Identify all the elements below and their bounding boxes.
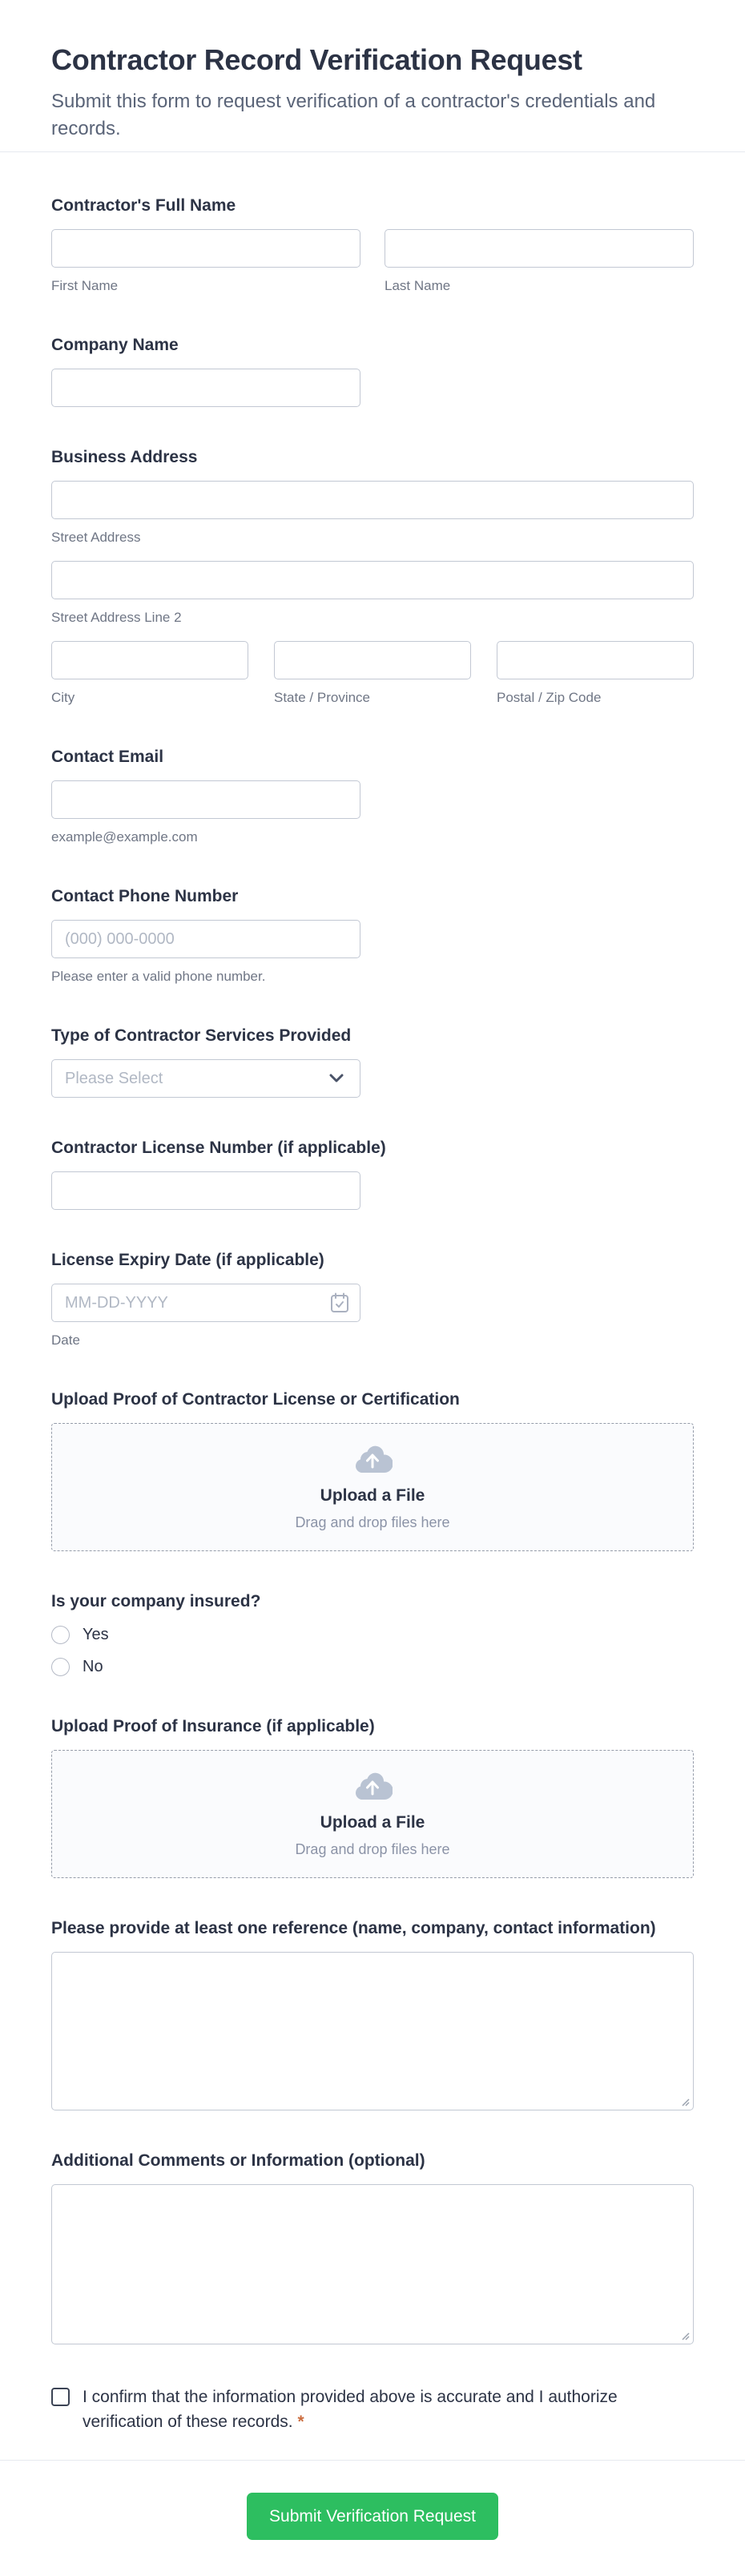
- business-address-label: Business Address: [51, 448, 198, 466]
- contact-email-sublabel: example@example.com: [51, 829, 198, 845]
- question-license-number: [51, 1138, 694, 1210]
- question-contact-email: [51, 747, 694, 846]
- question-reference: [51, 1918, 694, 2110]
- question-insured: [51, 1591, 694, 1676]
- confirm-label: [83, 2385, 691, 2434]
- question-contact-phone: [51, 886, 694, 986]
- city-sublabel: City: [51, 690, 75, 705]
- cloud-upload-icon: [352, 1769, 393, 1800]
- license-number-label: Contractor License Number (if applicable): [51, 1139, 386, 1157]
- required-asterisk: *: [297, 2413, 304, 2431]
- upload-insurance-dropzone[interactable]: [51, 1750, 694, 1878]
- first-name-sublabel: First Name: [51, 278, 119, 293]
- contact-phone-input[interactable]: [51, 920, 360, 958]
- upload-license-hint: Drag and drop files here: [295, 1514, 450, 1530]
- comments-textarea[interactable]: [51, 2184, 694, 2344]
- services-select-value: Please Select: [65, 1069, 163, 1087]
- services-select[interactable]: [51, 1059, 360, 1098]
- resize-handle-icon[interactable]: [680, 2331, 690, 2340]
- radio-icon: [51, 1626, 70, 1644]
- license-expiry-sublabel: Date: [51, 1332, 80, 1348]
- page-title: Contractor Record Verification Request: [51, 43, 582, 76]
- cloud-upload-icon: [352, 1442, 393, 1473]
- insured-option-no-label: No: [83, 1658, 103, 1675]
- company-name-input[interactable]: [51, 369, 360, 407]
- street-address2-sublabel: Street Address Line 2: [51, 610, 182, 625]
- calendar-icon[interactable]: [330, 1292, 349, 1313]
- chevron-down-icon: [329, 1074, 344, 1083]
- upload-insurance-title: Upload a File: [320, 1813, 425, 1832]
- question-upload-insurance: [51, 1716, 694, 1878]
- zip-input[interactable]: [497, 641, 694, 679]
- question-confirm: [51, 2385, 694, 2434]
- license-expiry-label: License Expiry Date (if applicable): [51, 1251, 324, 1269]
- form-body: [0, 152, 745, 2434]
- confirm-checkbox[interactable]: [51, 2388, 70, 2406]
- upload-license-label: Upload Proof of Contractor License or Certification: [51, 1390, 460, 1409]
- reference-label: Please provide at least one reference (name, company, contact information): [51, 1919, 656, 1937]
- city-input[interactable]: [51, 641, 248, 679]
- resize-handle-icon[interactable]: [680, 2097, 690, 2106]
- zip-sublabel: Postal / Zip Code: [497, 690, 602, 705]
- insured-option-no[interactable]: [51, 1657, 694, 1676]
- question-company-name: [51, 335, 694, 407]
- insured-label: Is your company insured?: [51, 1592, 261, 1611]
- full-name-label: Contractor's Full Name: [51, 196, 236, 215]
- form-header: [0, 0, 745, 152]
- question-business-address: [51, 447, 694, 707]
- question-upload-license: [51, 1389, 694, 1551]
- contact-phone-label: Contact Phone Number: [51, 887, 239, 905]
- license-expiry-date-input[interactable]: [51, 1284, 360, 1322]
- license-number-input[interactable]: [51, 1171, 360, 1210]
- contact-email-input[interactable]: [51, 780, 360, 819]
- upload-license-dropzone[interactable]: [51, 1423, 694, 1551]
- street-address-input[interactable]: [51, 481, 694, 519]
- insured-option-yes[interactable]: [51, 1625, 694, 1644]
- submit-button[interactable]: Submit Verification Request: [247, 2493, 498, 2540]
- services-type-label: Type of Contractor Services Provided: [51, 1026, 352, 1045]
- question-services-type: [51, 1026, 694, 1098]
- question-comments: [51, 2151, 694, 2344]
- comments-label: Additional Comments or Information (optional): [51, 2151, 425, 2170]
- last-name-input[interactable]: [385, 229, 694, 268]
- company-name-label: Company Name: [51, 336, 179, 354]
- contact-email-label: Contact Email: [51, 748, 164, 766]
- reference-textarea[interactable]: [51, 1952, 694, 2110]
- question-license-expiry: [51, 1250, 694, 1349]
- street-address2-input[interactable]: [51, 561, 694, 599]
- radio-icon: [51, 1658, 70, 1676]
- upload-insurance-label: Upload Proof of Insurance (if applicable): [51, 1717, 375, 1735]
- page-subtitle: Submit this form to request verification of a contractor's credentials and records.: [51, 91, 656, 139]
- upload-license-title: Upload a File: [320, 1486, 425, 1505]
- first-name-input[interactable]: [51, 229, 360, 268]
- question-full-name: [51, 196, 694, 295]
- last-name-sublabel: Last Name: [385, 278, 451, 293]
- state-sublabel: State / Province: [274, 690, 371, 705]
- confirm-label-text: I confirm that the information provided above is accurate and I authorize verification of these records.: [83, 2388, 618, 2431]
- form-footer: [0, 2460, 745, 2576]
- state-input[interactable]: [274, 641, 471, 679]
- upload-insurance-hint: Drag and drop files here: [295, 1841, 450, 1857]
- street-address-sublabel: Street Address: [51, 530, 141, 545]
- contact-phone-sublabel: Please enter a valid phone number.: [51, 969, 266, 984]
- insured-option-yes-label: Yes: [83, 1626, 109, 1643]
